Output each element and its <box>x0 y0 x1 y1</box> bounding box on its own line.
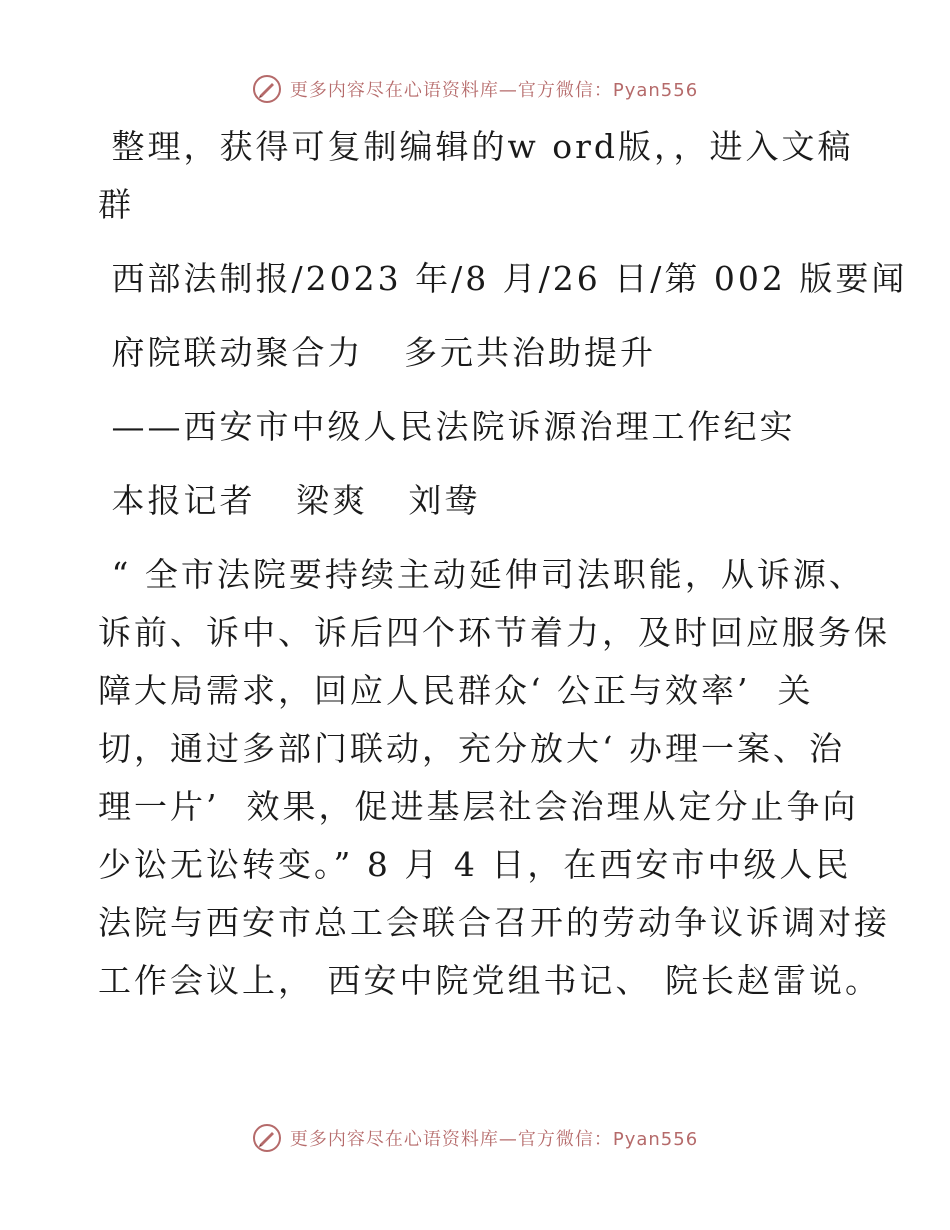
body-paragraph <box>98 546 890 1010</box>
headline: 府院联动聚合力 多元共治助提升 <box>98 333 656 372</box>
intro-line-2: 群 <box>98 185 134 224</box>
source-line: 西部法制报/2023 年/8 月/26 日/第 002 版要闻 <box>98 259 908 298</box>
header-watermark <box>0 74 950 104</box>
watermark-text: 更多内容尽在心语资料库—官方微信：Pyan556 <box>289 80 699 101</box>
body-line: 工作会议上， 西安中院党组书记、 院长赵雷说。 <box>98 961 881 1000</box>
document-body <box>98 118 908 1010</box>
body-line: 切，通过多部门联动，充分放大‘ 办理一案、治 <box>98 729 845 768</box>
pen-logo-icon <box>252 1123 282 1153</box>
body-line: 法院与西安市总工会联合召开的劳动争议诉调对接 <box>98 903 890 942</box>
body-line: 少讼无讼转变。” 8 月 4 日，在西安市中级人民 <box>98 845 852 884</box>
footer-watermark <box>0 1123 950 1153</box>
body-line: 理一片’ 效果，促进基层社会治理从定分止争向 <box>98 787 859 826</box>
intro-line-1: 整理，获得可复制编辑的w ord版，，进入文稿 <box>98 127 854 166</box>
body-line: “ 全市法院要持续主动延伸司法职能，从诉源、 <box>98 555 865 594</box>
pen-logo-icon <box>252 74 282 104</box>
body-line: 障大局需求，回应人民群众‘ 公正与效率’ 关 <box>98 671 814 710</box>
subheadline: ——西安市中级人民法院诉源治理工作纪实 <box>98 407 796 446</box>
body-line: 诉前、诉中、诉后四个环节着力，及时回应服务保 <box>98 613 890 652</box>
watermark-text: 更多内容尽在心语资料库—官方微信：Pyan556 <box>289 1129 699 1150</box>
byline: 本报记者 梁爽 刘鸯 <box>98 481 481 520</box>
